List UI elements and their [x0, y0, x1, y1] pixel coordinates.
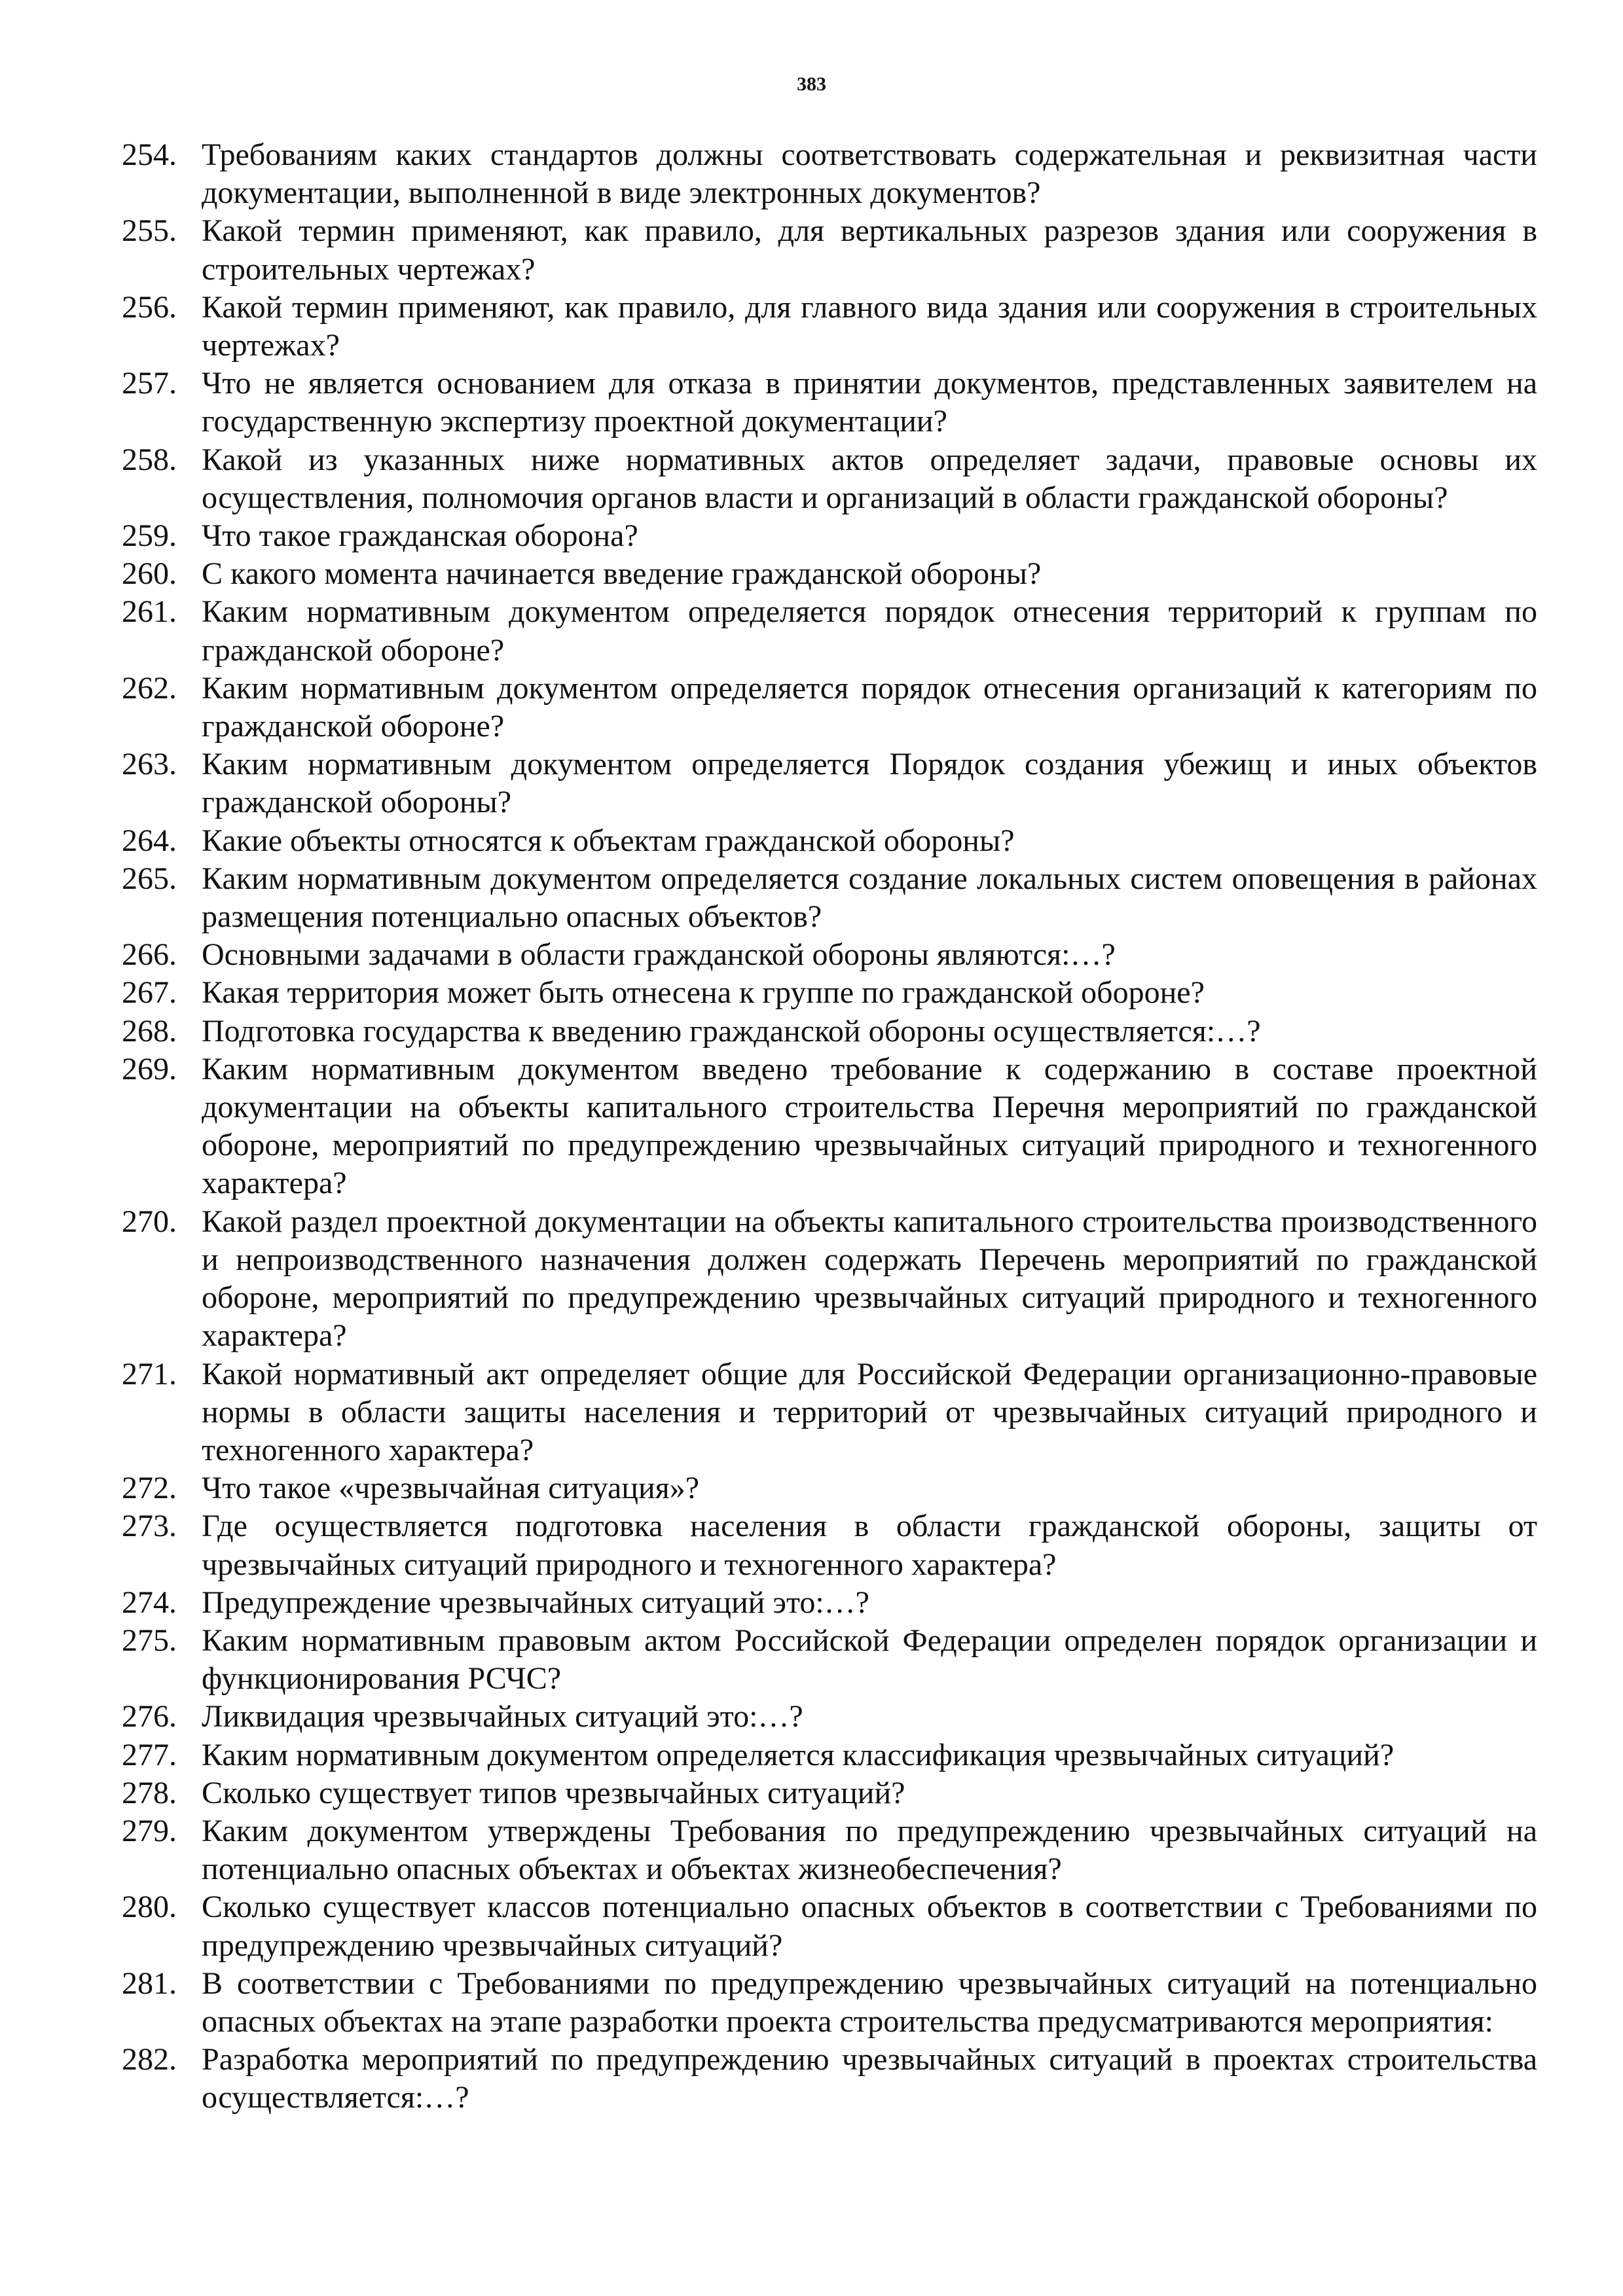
question-text: Сколько существует типов чрезвычайных ситуаций?	[202, 1775, 905, 1810]
question-text: Какой раздел проектной документации на объекты капитального строительства производственного и непроизводственного назначения должен содержать Перечень мероприятий по гражданской обороне, мероприятий по предупреждению чрезвычайных ситуаций природного и техногенного характера?	[202, 1204, 1537, 1354]
question-item	[122, 1888, 1537, 1964]
question-item	[122, 1736, 1537, 1774]
question-item	[122, 136, 1537, 212]
question-item	[122, 1050, 1537, 1203]
question-number: 270.	[122, 1204, 177, 1239]
question-number: 261.	[122, 594, 177, 630]
question-text: Какой термин применяют, как правило, для главного вида здания или сооружения в строительных чертежах?	[202, 289, 1537, 363]
question-number: 279.	[122, 1813, 177, 1848]
question-number: 275.	[122, 1623, 177, 1658]
question-number: 268.	[122, 1013, 177, 1049]
question-number: 263.	[122, 747, 177, 782]
question-item	[122, 1013, 1537, 1050]
question-item	[122, 745, 1537, 821]
question-number: 258.	[122, 442, 177, 477]
question-text: Основными задачами в области гражданской обороны являются:…?	[202, 937, 1116, 973]
question-text: Каким нормативным документом определяется порядок отнесения организаций к категориям по гражданской обороне?	[202, 670, 1537, 744]
question-number: 255.	[122, 213, 177, 249]
question-text: Подготовка государства к введению гражданской обороны осуществляется:…?	[202, 1013, 1261, 1049]
question-text: Предупреждение чрезвычайных ситуаций это:…?	[202, 1585, 869, 1620]
question-number: 266.	[122, 937, 177, 973]
question-number: 271.	[122, 1356, 177, 1391]
question-item	[122, 1584, 1537, 1622]
question-text: Какие объекты относятся к объектам гражданской обороны?	[202, 823, 1015, 858]
question-text: Каким нормативным документом определяется Порядок создания убежищ и иных объектов гражданской обороны?	[202, 747, 1537, 820]
question-text: В соответствии с Требованиями по предупреждению чрезвычайных ситуаций на потенциально опасных объектах на этапе разработки проекта строительства предусматриваются мероприятия:	[202, 1965, 1537, 2039]
question-text: Где осуществляется подготовка населения в области гражданской обороны, защиты от чрезвычайных ситуаций природного и техногенного характера?	[202, 1509, 1537, 1582]
question-item	[122, 860, 1537, 936]
question-item	[122, 1698, 1537, 1736]
question-text: С какого момента начинается введение гражданской обороны?	[202, 556, 1042, 592]
question-item	[122, 2041, 1537, 2117]
question-number: 254.	[122, 137, 177, 172]
question-number: 274.	[122, 1585, 177, 1620]
question-item	[122, 1965, 1537, 2041]
question-item	[122, 1507, 1537, 1583]
question-item	[122, 1812, 1537, 1888]
question-item	[122, 936, 1537, 974]
question-item	[122, 670, 1537, 745]
question-number: 264.	[122, 823, 177, 858]
question-item	[122, 1774, 1537, 1812]
question-item	[122, 555, 1537, 593]
question-number: 277.	[122, 1737, 177, 1772]
question-number: 262.	[122, 670, 177, 706]
question-number: 272.	[122, 1471, 177, 1506]
question-item	[122, 212, 1537, 288]
question-text: Какая территория может быть отнесена к группе по гражданской обороне?	[202, 975, 1205, 1011]
question-number: 256.	[122, 289, 177, 325]
question-number: 265.	[122, 861, 177, 896]
question-text: Каким нормативным документом определяется порядок отнесения территорий к группам по гражданской обороне?	[202, 594, 1537, 668]
question-item	[122, 822, 1537, 860]
question-text: Что такое гражданская оборона?	[202, 518, 638, 554]
question-item	[122, 441, 1537, 517]
question-text: Каким нормативным документом определяется создание локальных систем оповещения в районах размещения потенциально опасных объектов?	[202, 861, 1537, 935]
question-item	[122, 974, 1537, 1012]
question-number: 280.	[122, 1890, 177, 1925]
question-number: 282.	[122, 2042, 177, 2077]
question-text: Каким нормативным правовым актом Российской Федерации определен порядок организации и функционирования РСЧС?	[202, 1623, 1537, 1696]
question-list	[122, 136, 1537, 2117]
question-text: Ликвидация чрезвычайных ситуаций это:…?	[202, 1699, 803, 1734]
question-item	[122, 1469, 1537, 1507]
question-item	[122, 517, 1537, 555]
question-number: 278.	[122, 1775, 177, 1810]
question-text: Что не является основанием для отказа в принятии документов, представленных заявителем на государственную экспертизу проектной документации?	[202, 366, 1537, 439]
question-number: 273.	[122, 1509, 177, 1544]
question-text: Какой нормативный акт определяет общие для Российской Федерации организационно-правовые нормы в области защиты населения и территорий от чрезвычайных ситуаций природного и техногенного характера?	[202, 1356, 1537, 1467]
question-text: Каким документом утверждены Требования по предупреждению чрезвычайных ситуаций на потенциально опасных объектах и объектах жизнеобеспечения?	[202, 1813, 1537, 1887]
question-item	[122, 289, 1537, 365]
question-text: Каким нормативным документом введено требование к содержанию в составе проектной документации на объекты капитального строительства Перечня мероприятий по гражданской обороне, мероприятий по предупреждению чрезвычайных ситуаций природного и техногенного характера?	[202, 1051, 1537, 1201]
question-item	[122, 593, 1537, 669]
question-number: 260.	[122, 556, 177, 592]
question-text: Какой термин применяют, как правило, для вертикальных разрезов здания или сооружения в строительных чертежах?	[202, 213, 1537, 287]
question-text: Какой из указанных ниже нормативных актов определяет задачи, правовые основы их осуществления, полномочия органов власти и организаций в области гражданской обороны?	[202, 442, 1537, 515]
question-number: 267.	[122, 975, 177, 1011]
question-item	[122, 365, 1537, 440]
question-text: Требованиям каких стандартов должны соответствовать содержательная и реквизитная части документации, выполненной в виде электронных документов?	[202, 137, 1537, 211]
question-number: 269.	[122, 1051, 177, 1086]
question-number: 281.	[122, 1965, 177, 2001]
question-number: 276.	[122, 1699, 177, 1734]
question-number: 259.	[122, 518, 177, 554]
question-text: Сколько существует классов потенциально опасных объектов в соответствии с Требованиями по предупреждению чрезвычайных ситуаций?	[202, 1890, 1537, 1963]
question-item	[122, 1355, 1537, 1470]
question-item	[122, 1203, 1537, 1355]
question-number: 257.	[122, 366, 177, 401]
question-text: Что такое «чрезвычайная ситуация»?	[202, 1471, 700, 1506]
question-text: Каким нормативным документом определяется классификация чрезвычайных ситуаций?	[202, 1737, 1395, 1772]
question-text: Разработка мероприятий по предупреждению чрезвычайных ситуаций в проектах строительства осуществляется:…?	[202, 2042, 1537, 2115]
page-number: 383	[797, 73, 826, 95]
question-item	[122, 1622, 1537, 1698]
